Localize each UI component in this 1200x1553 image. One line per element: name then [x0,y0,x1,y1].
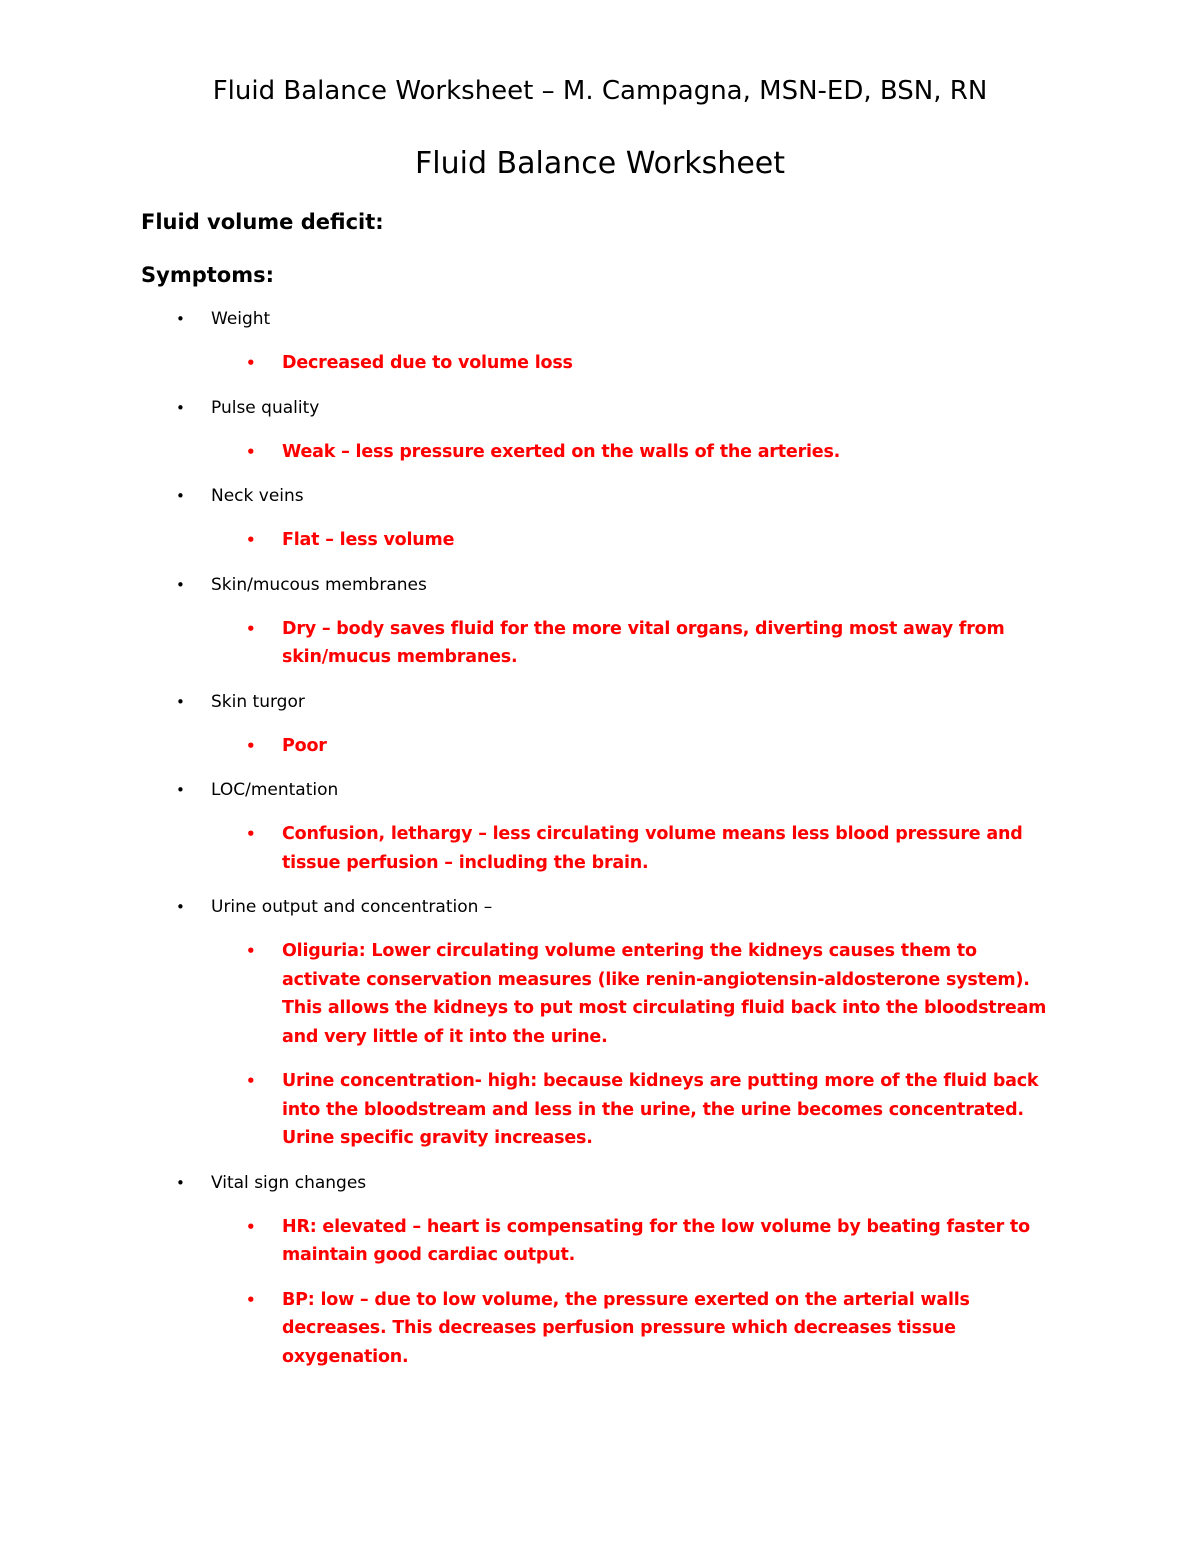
symptom-answer [0,937,1200,1051]
symptom-answer [0,349,1200,378]
bullet-icon: • [246,942,256,960]
answer-text: HR: elevated – heart is compensating for the low volume by beating faster to maintain good cardiac output. [282,1216,1030,1265]
symptom-item [0,305,1200,333]
bullet-icon: • [246,442,256,461]
symptom-answer [0,732,1200,761]
answer-text: Flat – less volume [282,530,455,550]
symptom-label: Pulse quality [211,397,320,418]
bullet-icon: • [246,1217,256,1236]
symptom-label: LOC/mentation [211,780,339,800]
symptoms-heading: Symptoms: [141,263,274,287]
symptom-item [0,776,1200,804]
bullet-icon: • [246,825,256,843]
bullet-icon: • [176,1173,185,1192]
symptom-label: Skin turgor [211,691,305,712]
answer-text: BP: low – due to low volume, the pressure exerted on the arterial walls decreases. This decreases perfusion pressure which decreases tissue oxygenation. [282,1289,970,1367]
symptom-answer [0,1286,1200,1372]
symptom-answer [0,1213,1200,1270]
bullet-icon: • [246,531,256,549]
symptom-answer [0,526,1200,555]
document-title: Fluid Balance Worksheet [415,146,785,181]
symptom-item [0,893,1200,921]
symptom-label: Weight [211,309,271,329]
symptom-item [0,571,1200,599]
bullet-icon: • [246,736,256,755]
bullet-icon: • [246,619,256,638]
symptom-answer [0,820,1200,877]
symptom-item [0,1169,1200,1197]
symptom-label: Vital sign changes [211,1172,367,1193]
symptom-label: Skin/mucous membranes [211,574,427,595]
answer-text: Poor [282,735,327,756]
bullet-icon: • [246,1072,256,1090]
symptom-answer [0,615,1200,672]
symptom-item [0,394,1200,422]
symptom-item [0,482,1200,510]
bullet-icon: • [176,487,185,505]
symptom-item [0,688,1200,716]
bullet-icon: • [176,781,185,799]
answer-text: Decreased due to volume loss [282,353,573,373]
page-header: Fluid Balance Worksheet – M. Campagna, MSN-ED, BSN, RN [212,76,988,106]
bullet-icon: • [176,398,185,417]
answer-text: Oliguria: Lower circulating volume entering the kidneys causes them to activate conservation measures (like renin-angiotensin-aldosterone system). This allows the kidneys to put most circulating fluid back into the bloodstream and very little of it into the urine. [282,941,1047,1047]
bullet-icon: • [246,1290,256,1309]
answer-text: Urine concentration- high: because kidneys are putting more of the fluid back into the bloodstream and less in the urine, the urine becomes concentrated. Urine specific gravity increases. [282,1071,1039,1148]
bullet-icon: • [176,692,185,711]
section-heading: Fluid volume deficit: [141,210,384,234]
symptom-label: Urine output and concentration – [211,897,493,917]
bullet-icon: • [176,310,185,328]
answer-text: Dry – body saves fluid for the more vital organs, diverting most away from skin/mucus membranes. [282,618,1005,667]
symptom-answer [0,438,1200,467]
bullet-icon: • [176,898,185,916]
answer-text: Weak – less pressure exerted on the walls of the arteries. [282,441,841,462]
answer-text: Confusion, lethargy – less circulating volume means less blood pressure and tissue perfusion – including the brain. [282,824,1023,873]
bullet-icon: • [246,354,256,372]
symptom-answer [0,1067,1200,1153]
symptom-list [0,305,1200,1387]
symptom-label: Neck veins [211,486,304,506]
bullet-icon: • [176,575,185,594]
